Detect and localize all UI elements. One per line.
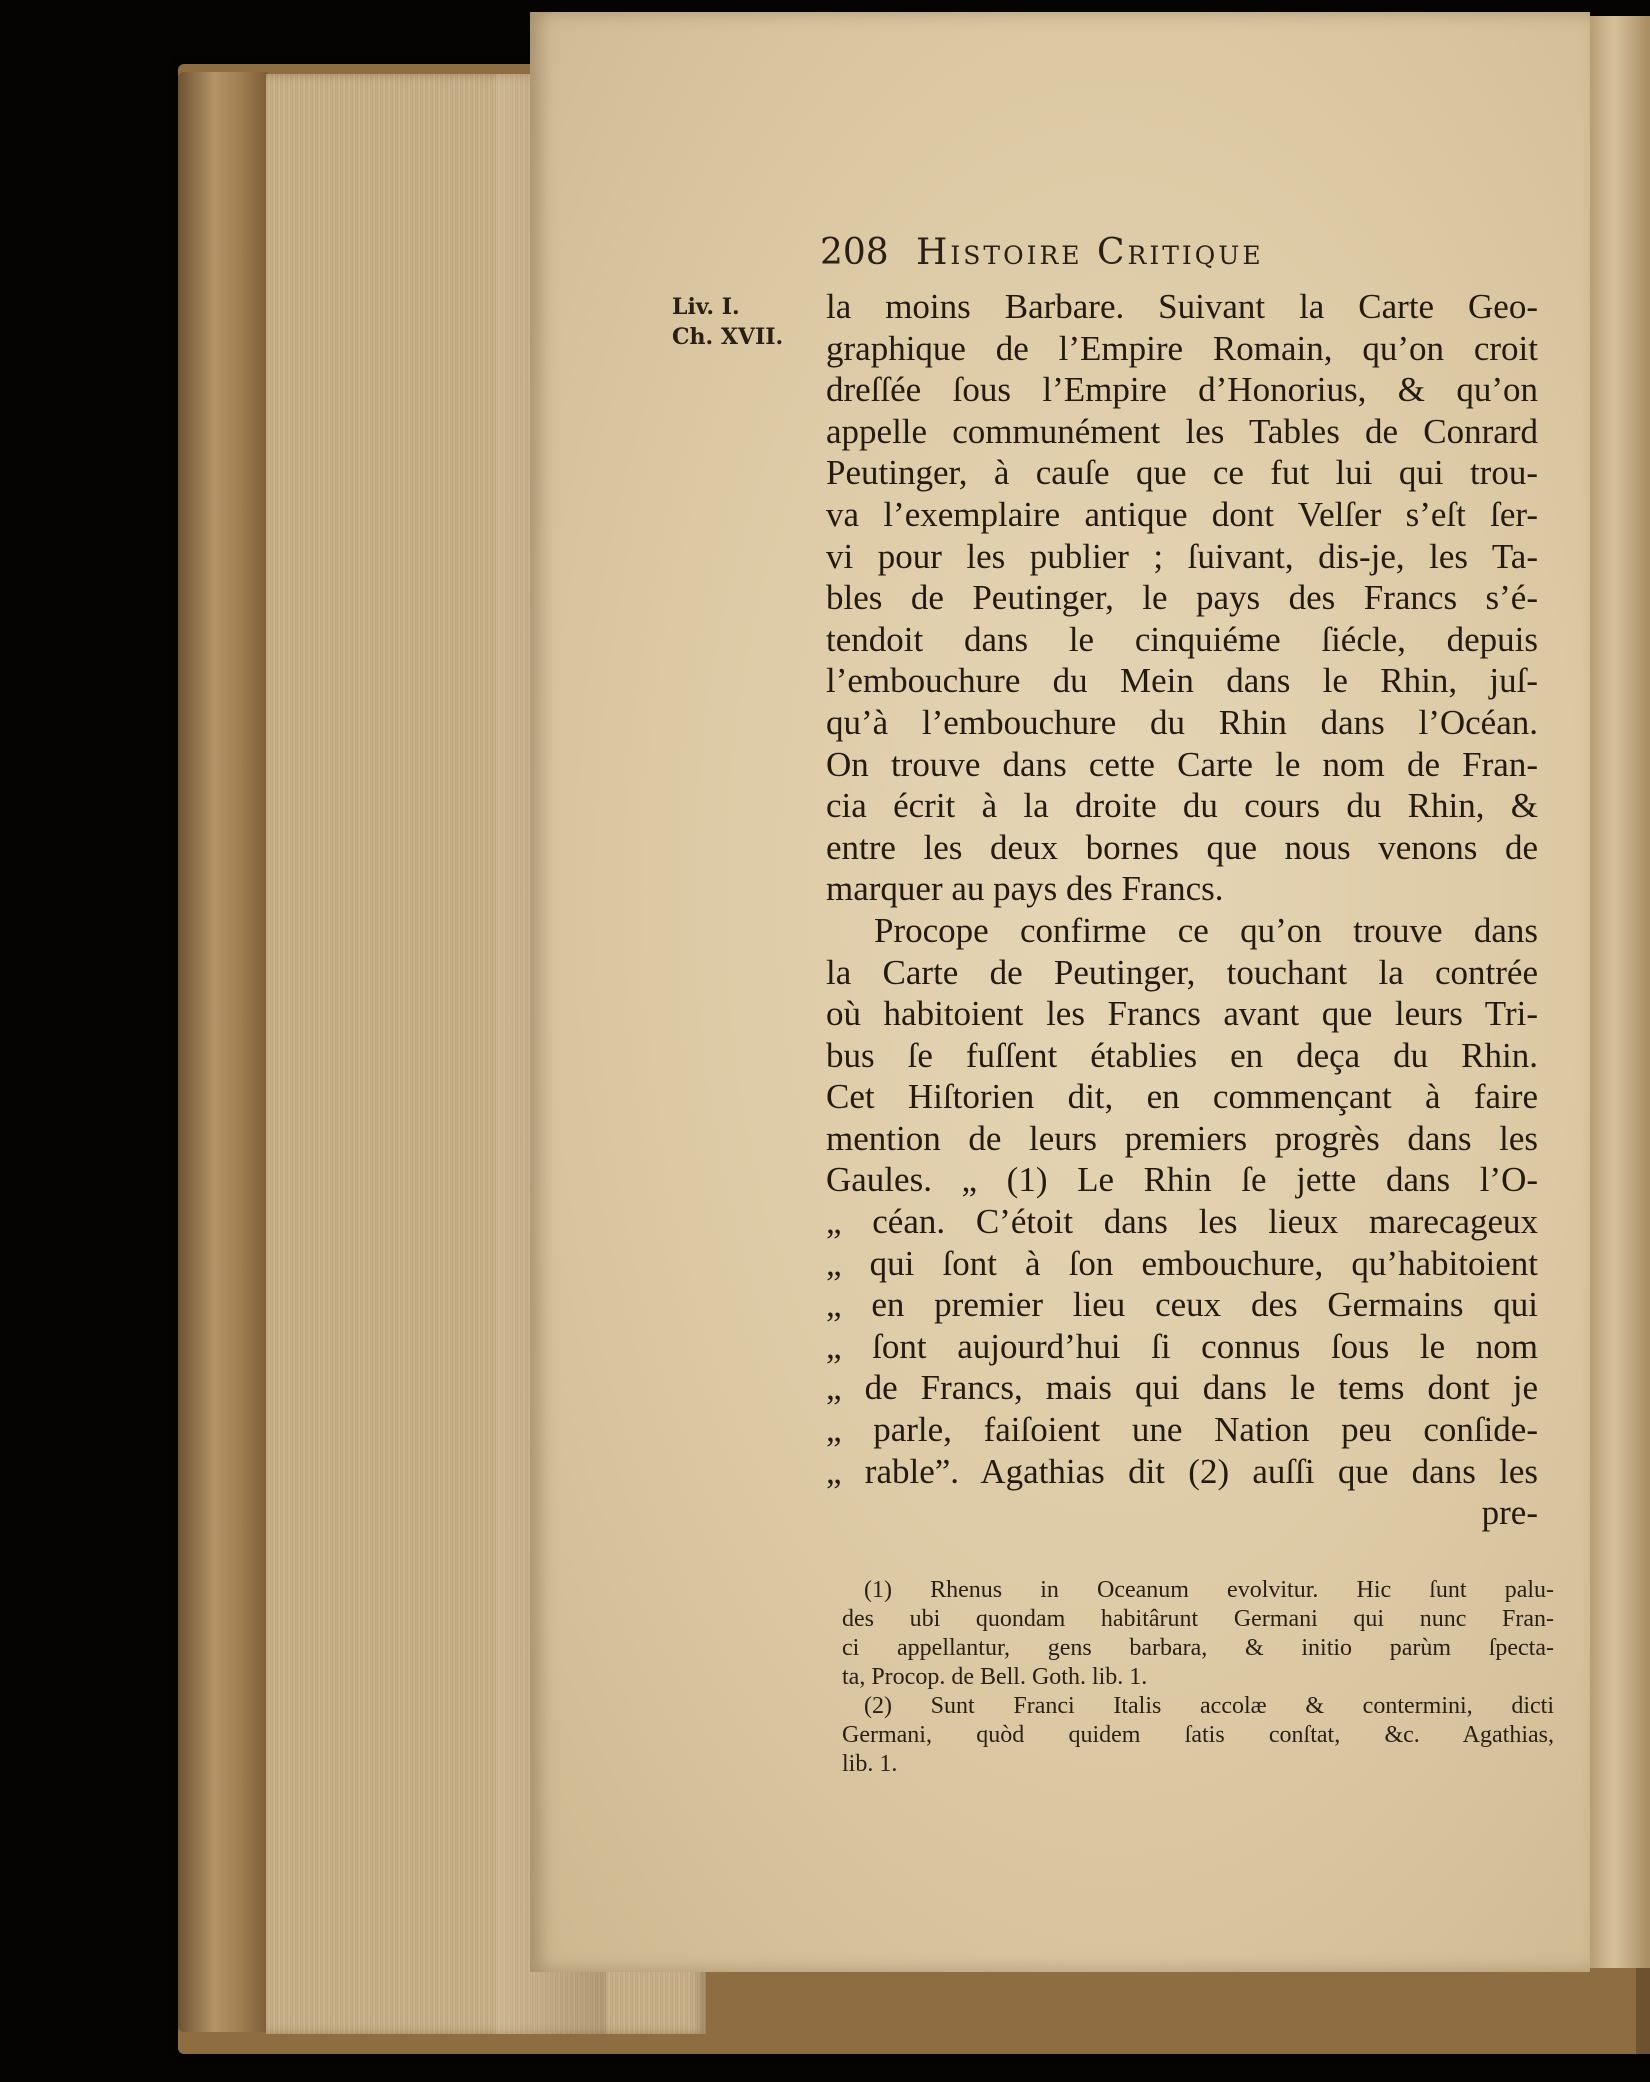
body-line: dreſſée ſous l’Empire d’Honorius, & qu’on (826, 370, 1538, 410)
quote-line: „ rable”. Agathias dit (2) auſſi que dans les (826, 1451, 1538, 1491)
body-line: bus ſe fuſſent établies en deça du Rhin. (826, 1035, 1538, 1075)
margin-note (672, 292, 822, 352)
running-title: Histoire Critique (916, 232, 1264, 273)
body-line: mention de leurs premiers progrès dans les (826, 1118, 1538, 1158)
left-cover (178, 72, 268, 2032)
body-line: Gaules. „ (1) Le Rhin ſe jette dans l’O- (826, 1160, 1538, 1200)
body-line: bles de Peutinger, le pays des Francs s’é- (826, 578, 1538, 618)
quote-line: „ céan. C’étoit dans les lieux marecageux (826, 1202, 1538, 1242)
body-line: qu’à l’embouchure du Rhin dans l’Océan. (826, 702, 1538, 742)
body-line: Procope confirme ce qu’on trouve dans (874, 910, 1538, 950)
footnote-line: (1) Rhenus in Oceanum evolvitur. Hic ſunt palu- (864, 1577, 1554, 1603)
body-line: l’embouchure du Mein dans le Rhin, juſ- (826, 661, 1538, 701)
body-line: graphique de l’Empire Romain, qu’on croit (826, 328, 1538, 368)
body-line: marquer au pays des Francs. (826, 869, 1224, 909)
body-line: appelle communément les Tables de Conrard (826, 411, 1538, 451)
footnotes (842, 1576, 1554, 1779)
body-line: où habitoient les Francs avant que leurs Tri- (826, 994, 1538, 1034)
body-line: entre les deux bornes que nous venons de (826, 827, 1538, 867)
catchword: pre- (1481, 1493, 1538, 1533)
quote-line: „ en premier lieu ceux des Germains qui (826, 1285, 1538, 1325)
margin-note-book: Liv. I. (672, 294, 740, 320)
body-line: cia écrit à la droite du cours du Rhin, & (826, 786, 1538, 826)
body-line: On trouve dans cette Carte le nom de Fran- (826, 744, 1538, 784)
margin-note-chapter: Ch. XVII. (672, 324, 784, 350)
running-head (820, 232, 1460, 286)
footnote-line: ta, Procop. de Bell. Goth. lib. 1. (842, 1664, 1148, 1690)
body-line: Peutinger, à cauſe que ce fut lui qui trou- (826, 453, 1538, 493)
body-line: tendoit dans le cinquiéme ſiécle, depuis (826, 619, 1538, 659)
body-line: va l’exemplaire antique dont Velſer s’eſt ſer- (826, 494, 1538, 534)
body-line: la moins Barbare. Suivant la Carte Geo- (826, 287, 1538, 326)
footnote-line: (2) Sunt Franci Italis accolæ & contermini, dicti (864, 1693, 1554, 1719)
body-line: vi pour les publier ; ſuivant, dis-je, les Ta- (826, 536, 1538, 576)
quote-line: „ qui ſont à ſon embouchure, qu’habitoient (826, 1243, 1538, 1283)
footnote-line: ci appellantur, gens barbara, & initio parùm ſpecta- (842, 1635, 1554, 1661)
footnote-line: des ubi quondam habitârunt Germani qui nunc Fran- (842, 1606, 1554, 1632)
quote-line: „ ſont aujourd’hui ſi connus ſous le nom (826, 1326, 1538, 1366)
footnote-line: Germani, quòd quidem ſatis conſtat, &c. Agathias, (842, 1722, 1554, 1748)
footnote-line: lib. 1. (842, 1751, 898, 1777)
quote-line: „ parle, faiſoient une Nation peu conſide- (826, 1410, 1538, 1450)
body-line: Cet Hiſtorien dit, en commençant à faire (826, 1077, 1538, 1117)
quote-line: „ de Francs, mais qui dans le tems dont je (826, 1368, 1538, 1408)
body-text (826, 286, 1538, 1534)
page-number: 208 (820, 232, 889, 273)
body-line: la Carte de Peutinger, touchant la contrée (826, 952, 1538, 992)
facing-page-sliver (1590, 16, 1650, 1968)
